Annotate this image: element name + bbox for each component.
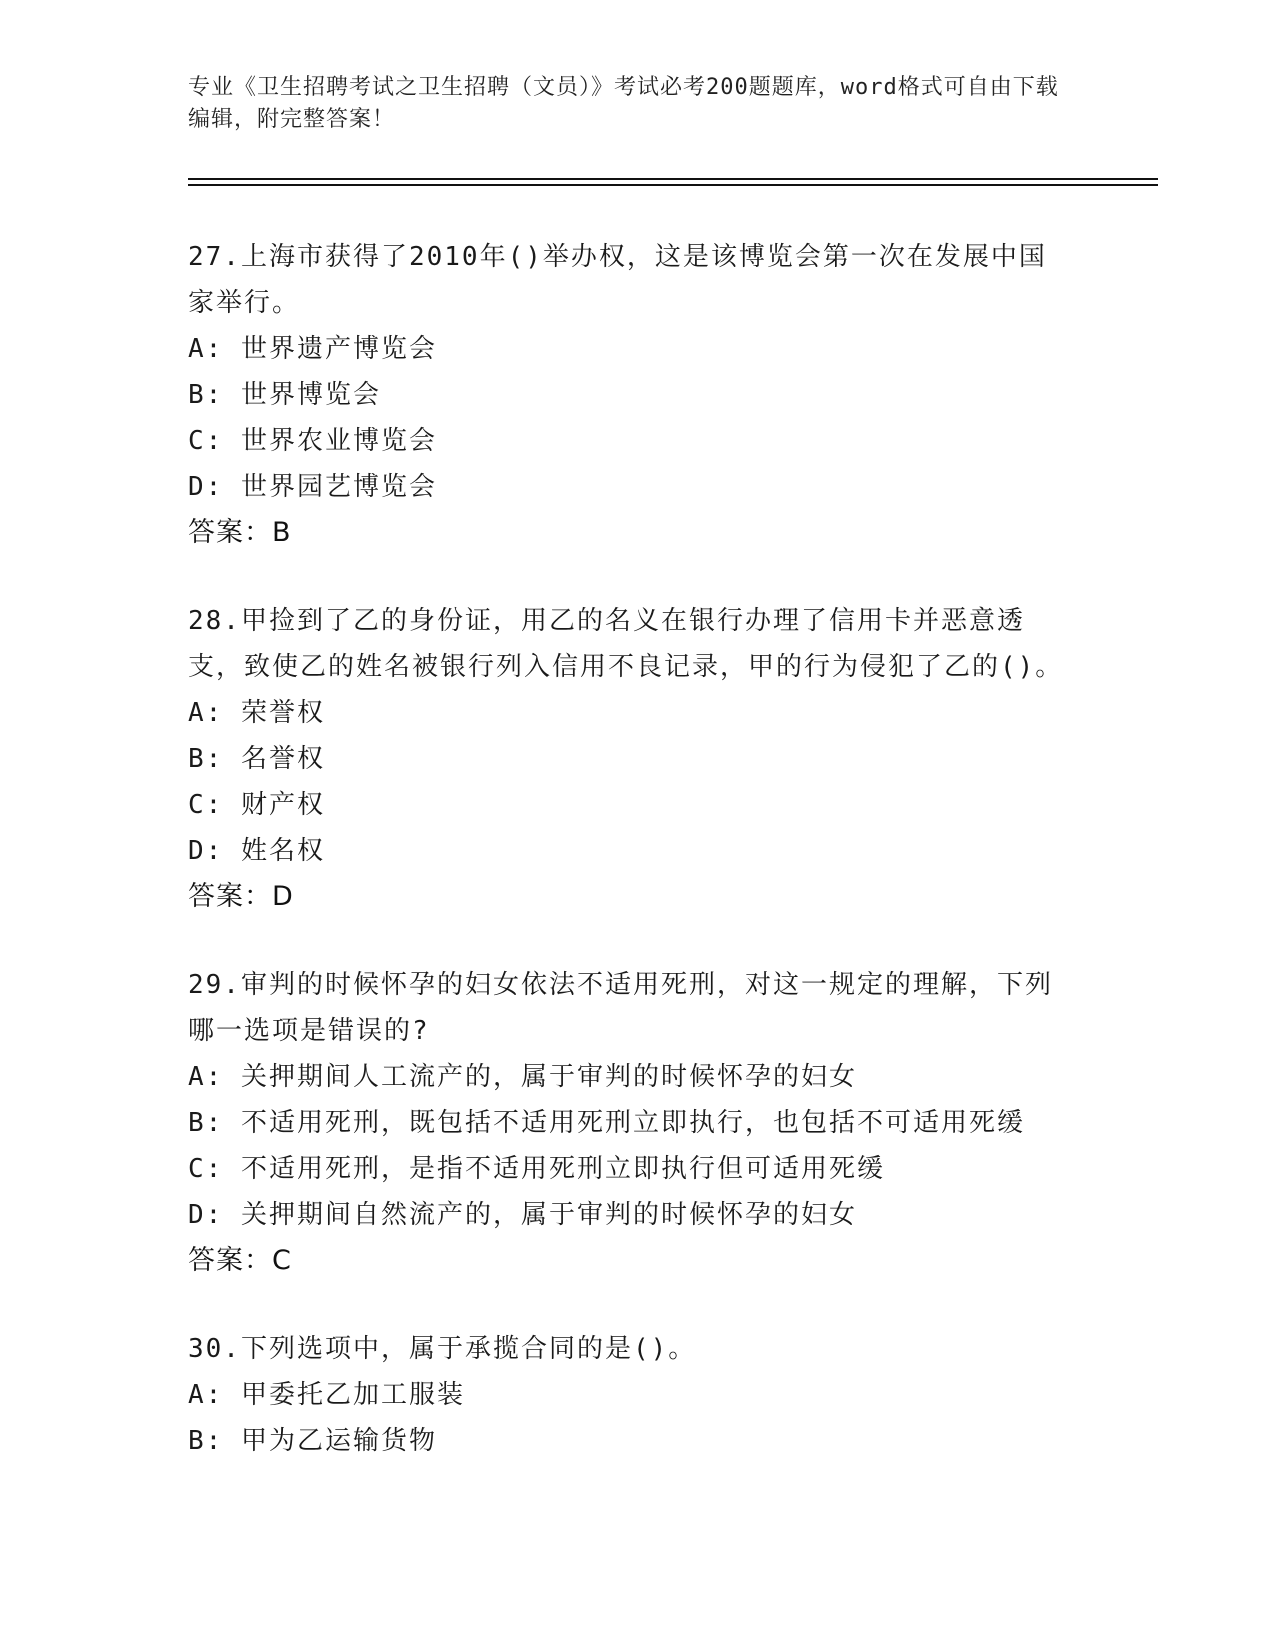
header-divider-top	[188, 178, 1158, 180]
question-27	[188, 234, 1088, 556]
option-b: B: 名誉权	[188, 744, 325, 774]
document-header: 专业《卫生招聘考试之卫生招聘（文员）》考试必考200题题库，word格式可自由下载编辑，附完整答案！	[188, 75, 1059, 132]
option-c: C: 世界农业博览会	[188, 426, 437, 456]
question-text: 27.上海市获得了2010年()举办权，这是该博览会第一次在发展中国家举行。	[188, 242, 1047, 318]
question-text: 30.下列选项中，属于承揽合同的是()。	[188, 1334, 697, 1364]
option-c: C: 财产权	[188, 790, 325, 820]
header-divider-bottom	[188, 184, 1158, 186]
option-a: A: 甲委托乙加工服装	[188, 1380, 465, 1410]
option-b: B: 甲为乙运输货物	[188, 1426, 437, 1456]
question-text: 28.甲捡到了乙的身份证，用乙的名义在银行办理了信用卡并恶意透支，致使乙的姓名被银行列入信用不良记录，甲的行为侵犯了乙的()。	[188, 606, 1064, 682]
option-b: B: 世界博览会	[188, 380, 381, 410]
option-d: D: 世界园艺博览会	[188, 472, 437, 502]
question-text: 29.审判的时候怀孕的妇女依法不适用死刑，对这一规定的理解，下列哪一选项是错误的?	[188, 970, 1053, 1046]
answer-label: 答案：B	[188, 517, 292, 548]
option-c: C: 不适用死刑，是指不适用死刑立即执行但可适用死缓	[188, 1154, 885, 1184]
question-29	[188, 962, 1088, 1284]
question-30	[188, 1326, 1088, 1464]
option-a: A: 关押期间人工流产的，属于审判的时候怀孕的妇女	[188, 1062, 857, 1092]
option-a: A: 荣誉权	[188, 698, 325, 728]
answer-label: 答案：C	[188, 1245, 292, 1276]
option-d: D: 关押期间自然流产的，属于审判的时候怀孕的妇女	[188, 1200, 857, 1230]
option-d: D: 姓名权	[188, 836, 325, 866]
answer-label: 答案：D	[188, 881, 294, 912]
option-b: B: 不适用死刑，既包括不适用死刑立即执行，也包括不可适用死缓	[188, 1108, 1025, 1138]
option-a: A: 世界遗产博览会	[188, 334, 437, 364]
question-28	[188, 598, 1088, 920]
